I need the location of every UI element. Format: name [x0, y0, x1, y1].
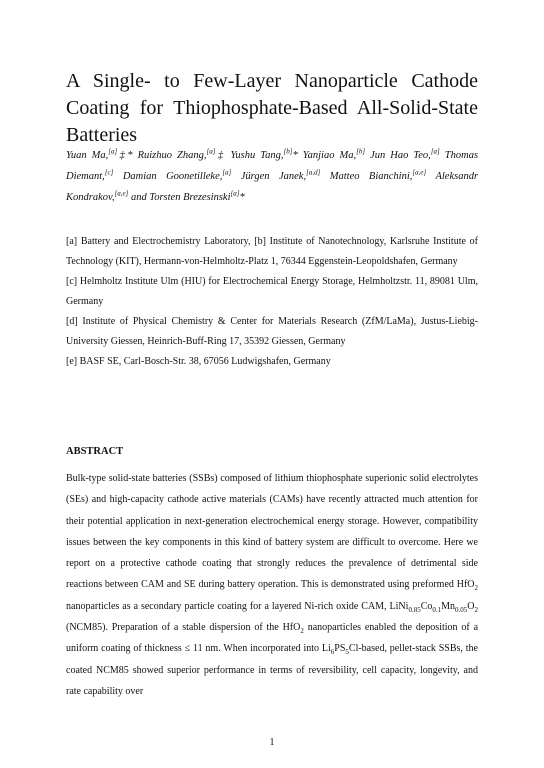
author: Yuan Ma,[a]‡* — [66, 147, 133, 161]
page-number: 1 — [269, 737, 275, 748]
author: Ruizhuo Zhang,[a]‡ — [137, 147, 226, 161]
abstract-heading: ABSTRACT — [66, 446, 124, 457]
paper-title: A Single- to Few-Layer Nanoparticle Cathode Coating for Thiophosphate-Based All-Solid-State Batteries — [66, 70, 478, 146]
affiliation: [d] Institute of Physical Chemistry & Center for Materials Research (ZfM/LaMa), Justus-Liebig-University Giessen, Heinrich-Buff-Ring 17, 35392 Giessen, Germany — [66, 316, 478, 347]
author: Jürgen Janek,[a,d] — [240, 168, 321, 182]
author: Yanjiao Ma,[b] — [302, 147, 366, 161]
author: and Torsten Brezesinski[a]* — [130, 189, 245, 203]
author: Thomas Diemant,[c] — [66, 150, 479, 182]
abstract-text: Bulk-type solid-state batteries (SSBs) composed of lithium thiophosphate superionic solid electrolytes (SEs) and high-capacity cathode active materials (CAMs) have recently attracted much attention for their potential application in next-generation electrochemical energy storage. However, compatibility issues between the key components in this kind of battery system are difficult to overcome. Here we report on a protective cathode coating that strongly reduces the prevalence of detrimental side reactions between CAM and SE during battery operation. This is demonstrated using preformed HfO$_2$ nanoparticles as a secondary particle coating for a layered Ni-rich oxide CAM, $LiNi_{0.85}Co_{0.1}Mn_{0.05}O_2$ (NCM85). Preparation of a stable dispersion of the HfO$_2$ nanoparticles enabled the deposition of a uniform coating of thickness ≤ 11 nm. When incorporated into $Li_6PS_5Cl$-based, pellet-stack SSBs, the coated NCM85 showed superior performance in terms of reversibility, cell capacity, longevity, and rate capability over — [66, 473, 479, 697]
author: Jun Hao Teo,[a] — [370, 147, 440, 161]
author: Damian Goonetilleke,[a] — [122, 168, 232, 182]
author-list — [66, 145, 478, 208]
affiliation: [a] Battery and Electrochemistry Laboratory, [b] Institute of Nanotechnology, Karlsruhe Institute of Technology (KIT), Hermann-von-Helmholtz-Platz 1, 76344 Eggenstein-Leopoldshafen, Germany — [66, 236, 478, 267]
affiliation: [c] Helmholtz Institute Ulm (HIU) for Electrochemical Energy Storage, Helmholtzstr. 11, 89081 Ulm, Germany — [66, 276, 478, 307]
affiliation: [e] BASF SE, Carl-Bosch-Str. 38, 67056 Ludwigshafen, Germany — [66, 356, 331, 367]
affiliations — [66, 232, 478, 372]
author: Aleksandr Kondrakov,[a,e] — [66, 171, 479, 203]
author: Yushu Tang,[b]* — [230, 147, 298, 161]
author: Matteo Bianchini,[a,e] — [329, 168, 427, 182]
